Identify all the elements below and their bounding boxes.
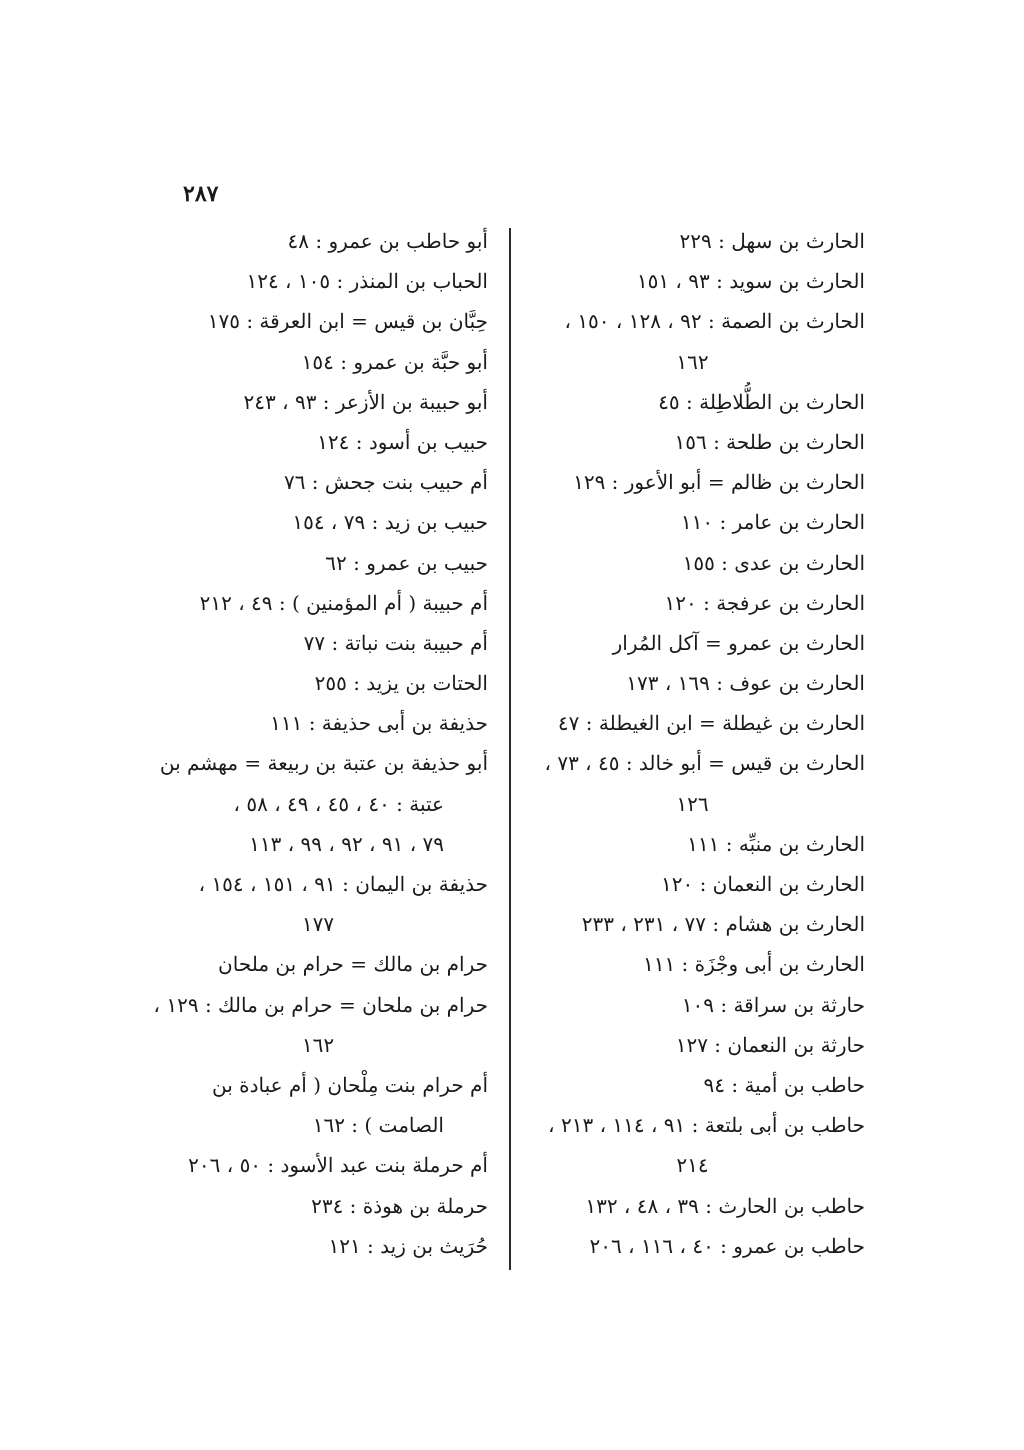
index-entry-continuation: ١٦٢ — [301, 1032, 335, 1057]
index-entry: الحارث بن قيس = أبو خالد : ٤٥ ، ٧٣ ، — [544, 751, 865, 776]
index-entry: الحتات بن يزيد : ٢٥٥ — [314, 671, 488, 696]
index-entry: أم حبيبة ( أم المؤمنين ) : ٤٩ ، ٢١٢ — [199, 590, 488, 615]
index-entry: حارثة بن سراقة : ١٠٩ — [681, 992, 865, 1017]
index-entry: الحارث بن عدى : ١٥٥ — [682, 550, 865, 575]
index-entry: حبيب بن زيد : ٧٩ ، ١٥٤ — [292, 510, 488, 535]
index-entry: حاطب بن أمية : ٩٤ — [703, 1072, 865, 1097]
index-entry: حرملة بن هوذة : ٢٣٤ — [311, 1193, 488, 1218]
index-entry: الحارث بن سويد : ٩٣ ، ١٥١ — [636, 269, 865, 294]
index-entry: حذيفة بن اليمان : ٩١ ، ١٥١ ، ١٥٤ ، — [198, 872, 488, 896]
index-entry: حِبَّان بن قيس = ابن العرقة : ١٧٥ — [207, 309, 488, 334]
index-entry-continuation: الصامت ) : ١٦٢ — [312, 1113, 444, 1138]
index-entry: الحارث بن أبى وجْزَة : ١١١ — [642, 952, 865, 977]
index-entry-continuation: ١٧٧ — [301, 912, 335, 937]
index-entry: أبو حبَّة بن عمرو : ١٥٤ — [301, 349, 488, 374]
index-entry: الحارث بن ظالم = أبو الأعور : ١٢٩ — [573, 470, 865, 495]
index-entry: حارثة بن النعمان : ١٢٧ — [675, 1032, 865, 1057]
index-entry: حرام بن ملحان = حرام بن مالك : ١٢٩ ، — [153, 992, 488, 1017]
index-entry: حرام بن مالك = حرام بن ملحان — [218, 952, 488, 977]
index-entry: الحارث بن عامر : ١١٠ — [680, 510, 865, 535]
index-entry-continuation: ٧٩ ، ٩١ ، ٩٢ ، ٩٩ ، ١١٣ — [249, 831, 444, 856]
index-entry: حاطب بن عمرو : ٤٠ ، ١١٦ ، ٢٠٦ — [589, 1233, 865, 1258]
index-entry: أبو حبيبة بن الأزعر : ٩٣ ، ٢٤٣ — [243, 389, 488, 414]
index-entry: الحارث بن النعمان : ١٢٠ — [660, 872, 865, 896]
index-entry: حاطب بن الحارث : ٣٩ ، ٤٨ ، ١٣٢ — [585, 1193, 865, 1218]
index-entry: الحارث بن هشام : ٧٧ ، ٢٣١ ، ٢٣٣ — [581, 912, 865, 937]
index-entry: حُرَيث بن زيد : ١٢١ — [328, 1233, 488, 1258]
index-entry: أم حبيبة بنت نباتة : ٧٧ — [303, 630, 488, 655]
index-entry: حذيفة بن أبى حذيفة : ١١١ — [270, 711, 488, 736]
index-entry-continuation: ٢١٤ — [676, 1153, 709, 1178]
index-entry: الحارث بن عمرو = آكل المُرار — [612, 630, 865, 655]
index-entry: الحباب بن المنذر : ١٠٥ ، ١٢٤ — [246, 269, 488, 294]
index-entry: الحارث بن طلحة : ١٥٦ — [674, 429, 865, 454]
index-entry: الحارث بن عوف : ١٦٩ ، ١٧٣ — [626, 671, 865, 696]
index-entry: الحارث بن غيطلة = ابن الغيطلة : ٤٧ — [557, 711, 865, 736]
index-column-right — [520, 221, 865, 1266]
page-number: ٢٨٧ — [183, 181, 219, 207]
index-entry: الحارث بن الصمة : ٩٢ ، ١٢٨ ، ١٥٠ ، — [564, 309, 865, 334]
index-entry: الحارث بن عرفجة : ١٢٠ — [664, 590, 865, 615]
index-entry-continuation: ١٢٦ — [676, 791, 709, 816]
index-entry: حبيب بن عمرو : ٦٢ — [325, 550, 488, 575]
index-entry: أبو حاطب بن عمرو : ٤٨ — [287, 229, 488, 253]
index-entry: أم حبيب بنت جحش : ٧٦ — [283, 470, 488, 495]
index-entry-continuation: عتبة : ٤٠ ، ٤٥ ، ٤٩ ، ٥٨ ، — [233, 791, 444, 816]
index-column-left — [148, 221, 488, 1266]
index-entry: أم حرملة بنت عبد الأسود : ٥٠ ، ٢٠٦ — [188, 1153, 488, 1178]
index-entry: أم حرام بنت مِلْحان ( أم عبادة بن — [211, 1072, 488, 1097]
index-entry: الحارث بن منبِّه : ١١١ — [687, 831, 865, 856]
index-entry: الحارث بن الطُّلاطِلة : ٤٥ — [658, 389, 865, 414]
index-entry-continuation: ١٦٢ — [676, 349, 709, 374]
index-entry: حبيب بن أسود : ١٢٤ — [317, 429, 488, 454]
index-entry: أبو حذيفة بن عتبة بن ربيعة = مهشم بن — [159, 751, 488, 776]
column-divider — [509, 228, 511, 1270]
index-entry: الحارث بن سهل : ٢٢٩ — [679, 229, 865, 253]
index-entry: حاطب بن أبى بلتعة : ٩١ ، ١١٤ ، ٢١٣ ، — [548, 1113, 865, 1138]
